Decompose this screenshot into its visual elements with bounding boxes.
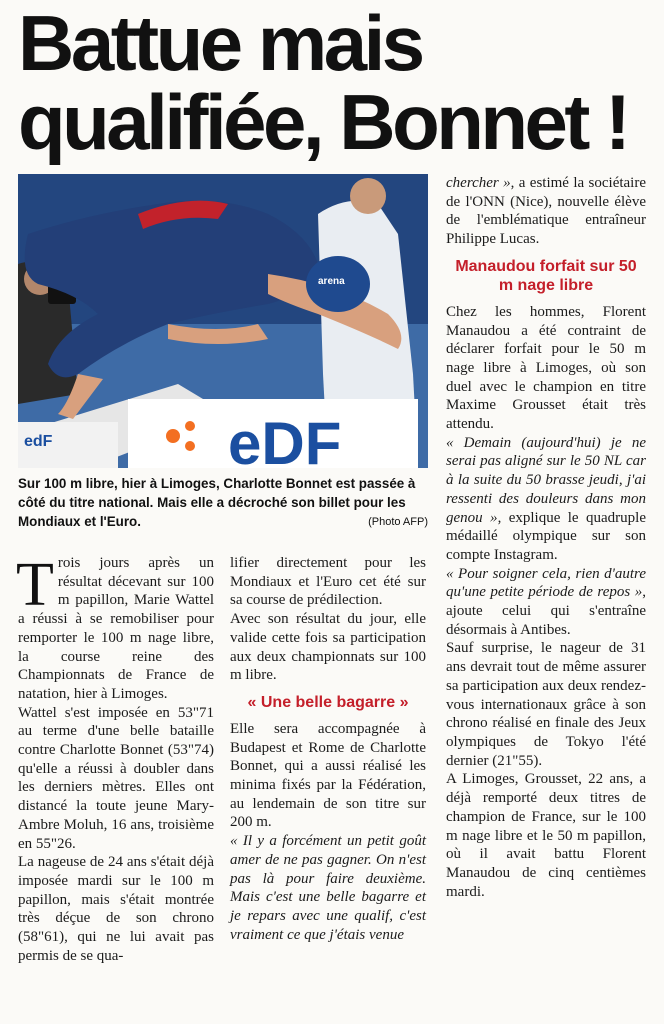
paragraph: chercher », a estimé la sociétaire de l'ONN (Nice), nouvelle élève de l'emblématique entraîneur Philippe Lucas. xyxy=(446,175,647,248)
paragraph: Wattel s'est imposée en 53"71 au terme d'une belle bataille contre Charlotte Bonnet (53"74) qu'elle a réussi à doubler dans les derniers mètres. Elles ont distancé la toute jeune Mary-Ambre Moluh, 16 ans, troisième en 55"26. xyxy=(18,704,214,852)
subheading-manaudou: Manaudou forfait sur 50 m nage libre xyxy=(455,257,637,294)
edf-logo-text: eDF xyxy=(228,410,342,468)
article-column-2 xyxy=(230,554,426,944)
paragraph: « Demain (aujourd'hui) je ne serai pas aligné sur le 50 NL car à la suite du 50 brasse jeudi, j'ai ressenti des douleurs dans mon genou », explique le quadruple médaillé olympique sur son compte Instagram. xyxy=(446,434,646,563)
subheading-belle-bagarre: « Une belle bagarre » xyxy=(247,693,409,711)
photo-credit: (Photo AFP) xyxy=(368,516,428,528)
photo-caption xyxy=(18,474,428,532)
paragraph: A Limoges, Grousset, 22 ans, a déjà remporté deux titres de champion de France, sur le 100 m nage libre et le 50 m papillon, où il avait battu Florent Manaudou de cinq centièmes mardi. xyxy=(446,771,646,900)
paragraph: Sauf surprise, le nageur de 31 ans devrait tout de même assurer sa participation aux deux rendez-vous internationaux grâce à son chrono réalisé en finale des Jeux olympiques de Tokyo l'été dernier (21"55). xyxy=(446,640,646,769)
article-photo xyxy=(18,174,428,468)
quote-paragraph: « Il y a forcément un petit goût amer de ne pas gagner. On n'est pas là pour faire deuxième. Mais c'est une belle bagarre et je repars avec une qualif, c'est vraiment ce que j'étais venue xyxy=(230,833,426,943)
headline: Battue mais qualifiée, Bonnet ! xyxy=(18,0,628,166)
paragraph: La nageuse de 24 ans s'était déjà imposée mardi sur le 100 m papillon, mais s'était montrée très déçue de son chrono (58"61), qui ne lui avait pas permis de se qua- xyxy=(18,854,214,964)
article-column-3 xyxy=(446,174,646,901)
swimmer-photo-illustration xyxy=(18,174,428,468)
paragraph: lifier directement pour les Mondiaux et l'Euro cet été sur sa course de prédilection. xyxy=(230,555,426,609)
paragraph: Avec son résultat du jour, elle valide cette fois sa participation aux deux championnats sur 100 m libre. xyxy=(230,611,426,684)
paragraph: Chez les hommes, Florent Manaudou a été contraint de déclarer forfait pour le 50 m nage libre à Limoges, où son duel avec le champion en titre Maxime Grousset était très attendu. xyxy=(446,303,646,433)
paragraph: « Pour soigner cela, rien d'autre qu'une petite période de repos », ajoute celui qui s'entraîne désormais à Antibes. xyxy=(446,565,646,638)
article-column-1 xyxy=(16,551,214,965)
edf-small-logo-text: edF xyxy=(24,433,53,450)
paragraph: Trois jours après un résultat décevant sur 100 m papillon, Marie Wattel a réussi à se remobiliser pour remporter le 100 m nage libre, la course reine des Championnats de France de natation, hier à Limoges. xyxy=(16,551,214,702)
cap-brand-text: arena xyxy=(318,276,345,287)
caption-text: Sur 100 m libre, hier à Limoges, Charlotte Bonnet est passée à côté du titre national. Mais elle a décroché son billet pour les Mondiaux et l'Euro. xyxy=(18,476,416,529)
paragraph: Elle sera accompagnée à Budapest et Rome de Charlotte Bonnet, qui a aussi réalisé les minima fixés par la Fédération, au lendemain de son titre sur 200 m. xyxy=(230,720,426,831)
dropcap: T xyxy=(16,551,54,619)
